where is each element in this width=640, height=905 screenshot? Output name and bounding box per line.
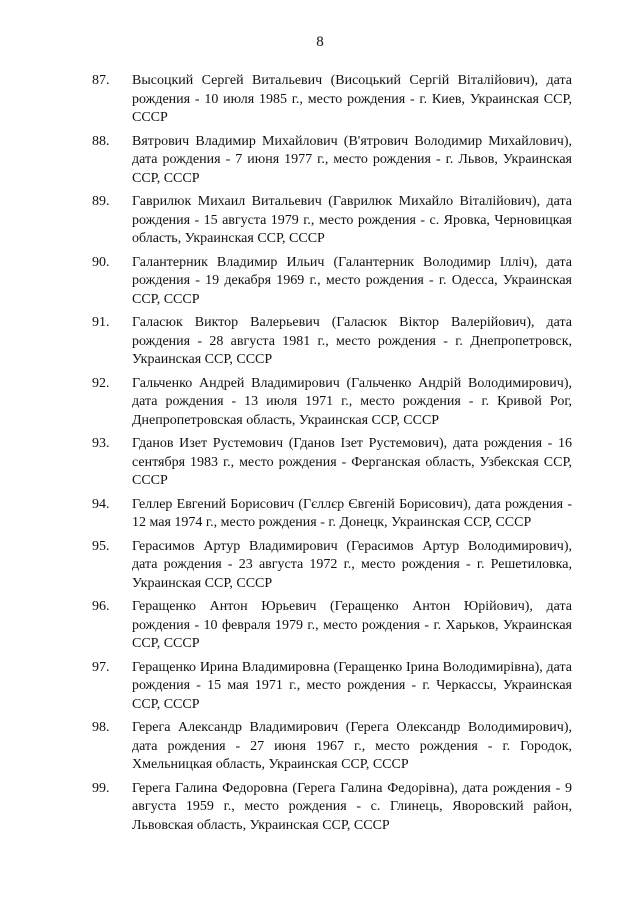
list-item-number: 87. <box>92 73 110 88</box>
list-item-number: 94. <box>92 496 110 512</box>
list-item <box>92 72 572 128</box>
list-item <box>92 598 572 654</box>
list-item <box>92 538 572 594</box>
list-item-number: 90. <box>92 254 110 270</box>
list-item-text: Гаврилюк Михаил Витальевич (Гаврилюк Михайло Віталійович), дата рождения - 15 августа 1979 г., место рождения - с. Яровка, Черновицкая область, Украинская ССР, СССР <box>132 194 572 246</box>
list-item-text: Геращенко Антон Юрьевич (Геращенко Антон Юрійович), дата рождения - 10 февраля 1979 г., место рождения - г. Харьков, Украинская ССР, СССР <box>132 599 572 651</box>
list-item-number: 91. <box>92 315 110 330</box>
list-item-text: Герега Галина Федоровна (Герега Галина Федорівна), дата рождения - 9 августа 1959 г., место рождения - с. Глинець, Яворовский район, Львовская область, Украинская ССР, СССР <box>132 780 572 833</box>
list-item-text: Герега Александр Владимирович (Герега Олександр Володимирович), дата рождения - 27 июня 1967 г., место рождения - г. Городок, Хмельницкая область, Украинская ССР, СССР <box>132 720 572 772</box>
list-item-text: Гданов Изет Рустемович (Гданов Ізет Рустемович), дата рождения - 16 сентября 1983 г., место рождения - Ферганская область, Узбекская ССР, СССР <box>132 436 572 488</box>
list-item <box>92 780 572 836</box>
list-item-text: Высоцкий Сергей Витальевич (Висоцький Сергій Віталійович), дата рождения - 10 июля 1985 г., место рождения - г. Киев, Украинская ССР, СССР <box>132 73 572 125</box>
list-item <box>92 659 572 715</box>
list-item-text: Галасюк Виктор Валерьевич (Галасюк Віктор Валерійович), дата рождения - 28 августа 1981 г., место рождения - г. Днепропетровск, Украинская ССР, СССР <box>132 315 572 367</box>
list-item-number: 93. <box>92 436 110 451</box>
list-item-text: Геращенко Ирина Владимировна (Геращенко Ірина Володимирівна), дата рождения - 15 мая 1971 г., место рождения - г. Черкассы, Украинская ССР, СССР <box>132 659 572 712</box>
list-item-text: Герасимов Артур Владимирович (Герасимов Артур Володимирович), дата рождения - 23 августа 1972 г., место рождения - г. Решетиловка, Украинская ССР, СССР <box>132 538 572 591</box>
list-item-text: Геллер Евгений Борисович (Гєллєр Євгеній Борисович), дата рождения - 12 мая 1974 г., место рождения - г. Донецк, Украинская ССР, СССР <box>132 496 572 530</box>
list-item <box>92 496 572 533</box>
list-item-number: 89. <box>92 194 110 209</box>
list-item-number: 92. <box>92 375 110 391</box>
list-item <box>92 435 572 491</box>
list-item <box>92 719 572 775</box>
list-item-number: 98. <box>92 720 110 735</box>
list-item-text: Вятрович Владимир Михайлович (В'ятрович Володимир Михайлович), дата рождения - 7 июня 1977 г., место рождения - г. Львов, Украинская ССР, СССР <box>132 133 572 186</box>
list-item <box>92 375 572 431</box>
list-item <box>92 193 572 249</box>
list-item-number: 99. <box>92 780 110 796</box>
list-item <box>92 314 572 370</box>
list-item-text: Галантерник Владимир Ильич (Галантерник Володимир Ілліч), дата рождения - 19 декабря 1969 г., место рождения - г. Одесса, Украинская ССР, СССР <box>132 254 572 307</box>
list-item-text: Гальченко Андрей Владимирович (Гальченко Андрій Володимирович), дата рождения - 13 июля 1971 г., место рождения - г. Кривой Рог, Днепропетровская область, Украинская ССР, СССР <box>132 375 572 428</box>
page-number: 8 <box>316 34 324 50</box>
list-item <box>92 254 572 310</box>
list-item-number: 96. <box>92 599 110 614</box>
sanctions-list <box>92 72 572 840</box>
list-item <box>92 133 572 189</box>
list-item-number: 97. <box>92 659 110 675</box>
list-item-number: 88. <box>92 133 110 149</box>
list-item-number: 95. <box>92 538 110 554</box>
